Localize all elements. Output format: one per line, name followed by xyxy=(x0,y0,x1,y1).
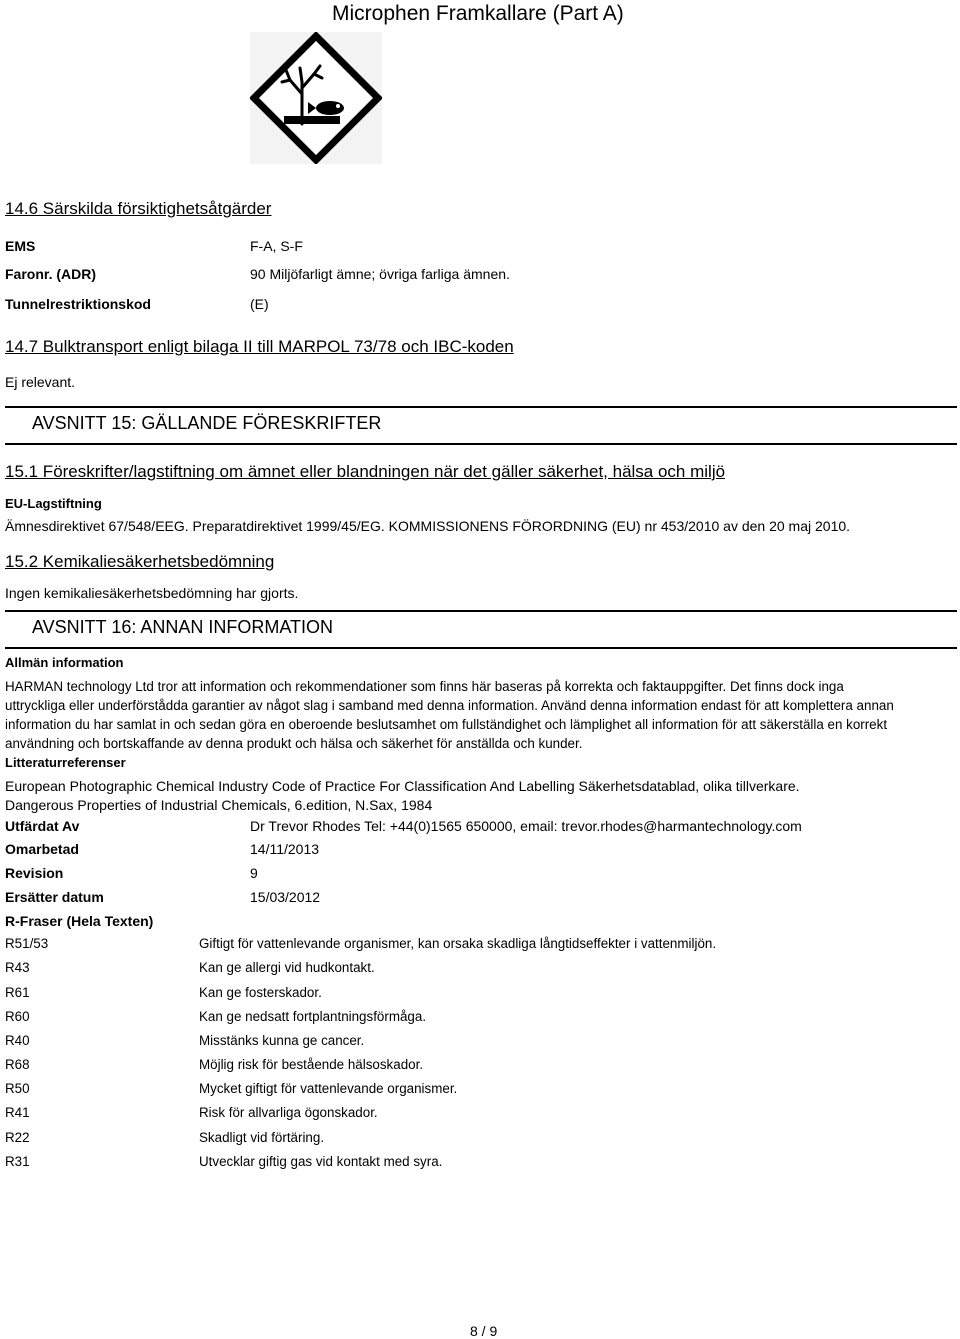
r-phrase-code: R22 xyxy=(5,1130,30,1145)
r-phrase-text: Giftigt för vattenlevande organismer, kan orsaka skadliga långtidseffekter i vattenmiljön. xyxy=(199,936,717,951)
text-14-7: Ej relevant. xyxy=(5,374,76,390)
r-phrase-text: Kan ge fosterskador. xyxy=(199,985,322,1000)
section-16-title: AVSNITT 16: ANNAN INFORMATION xyxy=(32,617,334,637)
ems-label: EMS xyxy=(5,238,36,254)
heading-14-7: 14.7 Bulktransport enligt bilaga II till MARPOL 73/78 och IBC-koden xyxy=(5,337,514,356)
r-phrase-code: R40 xyxy=(5,1033,30,1048)
r-phrase-text: Risk för allvarliga ögonskador. xyxy=(199,1105,378,1120)
r-phrase-text: Skadligt vid förtäring. xyxy=(199,1130,325,1145)
adr-label: Faronr. (ADR) xyxy=(5,266,96,282)
environment-hazard-icon xyxy=(250,32,382,164)
heading-15-1: 15.1 Föreskrifter/lagstiftning om ämnet eller blandningen när det gäller säkerhet, hälsa och miljö xyxy=(5,462,726,481)
references-label: Litteraturreferenser xyxy=(5,755,126,770)
r-phrase-code: R51/53 xyxy=(5,936,49,951)
r-phrase-code: R50 xyxy=(5,1081,30,1096)
revised-label: Omarbetad xyxy=(5,841,79,857)
r-phrase-text: Kan ge allergi vid hudkontakt. xyxy=(199,960,375,975)
text-15-2: Ingen kemikaliesäkerhetsbedömning har gjorts. xyxy=(5,585,299,601)
r-phrase-text: Utvecklar giftig gas vid kontakt med syra. xyxy=(199,1154,443,1169)
revision-label: Revision xyxy=(5,865,64,881)
tunnel-value: (E) xyxy=(250,296,269,312)
eu-law-label: EU-Lagstiftning xyxy=(5,496,102,511)
revised-value: 14/11/2013 xyxy=(250,841,320,857)
r-phrase-text: Mycket giftigt för vattenlevande organismer. xyxy=(199,1081,458,1096)
supersedes-value: 15/03/2012 xyxy=(250,889,321,905)
eu-law-text: Ämnesdirektivet 67/548/EEG. Preparatdirektivet 1999/45/EG. KOMMISSIONENS FÖRORDNING (EU) nr 453/2010 av den 20 maj 2010. xyxy=(5,518,851,534)
section-15-rule-top xyxy=(5,406,957,408)
r-phrase-text: Kan ge nedsatt fortplantningsförmåga. xyxy=(199,1009,427,1024)
revision-value: 9 xyxy=(250,865,258,881)
section-15-rule-bottom xyxy=(5,443,957,445)
r-phrase-text: Misstänks kunna ge cancer. xyxy=(199,1033,365,1048)
document-title: Microphen Framkallare (Part A) xyxy=(332,2,624,25)
r-phrase-code: R68 xyxy=(5,1057,30,1072)
section-15-title: AVSNITT 15: GÄLLANDE FÖRESKRIFTER xyxy=(32,413,382,433)
r-phrase-code: R43 xyxy=(5,960,30,975)
r-phrase-code: R60 xyxy=(5,1009,30,1024)
heading-15-2: 15.2 Kemikaliesäkerhetsbedömning xyxy=(5,552,275,571)
section-16-rule-top xyxy=(5,610,957,612)
issued-by-value: Dr Trevor Rhodes Tel: +44(0)1565 650000, email: trevor.rhodes@harmantechnology.com xyxy=(250,818,802,834)
r-phrase-code: R41 xyxy=(5,1105,30,1120)
general-info-text: HARMAN technology Ltd tror att information och rekommendationer som finns här baseras på korrekta och faktauppgifter. Det finns dock inga uttryckliga eller underförstådda garantier av något slag i samband med denna information. Använd denna information endast för att komplettera annan information du har samlat in och sedan göra en oberoende beslutsamhet om fullständighet och lämplighet all information för att säkerställa en korrekt användning och bortskaffande av denna produkt och hälsa och säkerhet för anställda och kunder. xyxy=(5,679,894,751)
r-phrases-label: R-Fraser (Hela Texten) xyxy=(5,913,154,929)
adr-value: 90 Miljöfarligt ämne; övriga farliga ämnen. xyxy=(250,266,510,282)
supersedes-label: Ersätter datum xyxy=(5,889,104,905)
heading-14-6: 14.6 Särskilda försiktighetsåtgärder xyxy=(5,199,272,218)
r-phrase-code: R61 xyxy=(5,985,30,1000)
ems-value: F-A, S-F xyxy=(250,238,303,254)
r-phrase-text: Möjlig risk för bestående hälsoskador. xyxy=(199,1057,424,1072)
issued-by-label: Utfärdat Av xyxy=(5,818,80,834)
tunnel-label: Tunnelrestriktionskod xyxy=(5,296,151,312)
r-phrase-code: R31 xyxy=(5,1154,30,1169)
references-line-2: Dangerous Properties of Industrial Chemicals, 6.edition, N.Sax, 1984 xyxy=(5,797,433,813)
general-info-label: Allmän information xyxy=(5,655,124,670)
page-number: 8 / 9 xyxy=(470,1323,498,1339)
section-16-rule-bottom xyxy=(5,647,957,649)
references-line-1: European Photographic Chemical Industry Code of Practice For Classification And Labelling Säkerhetsdatablad, olika tillverkare. xyxy=(5,778,800,794)
